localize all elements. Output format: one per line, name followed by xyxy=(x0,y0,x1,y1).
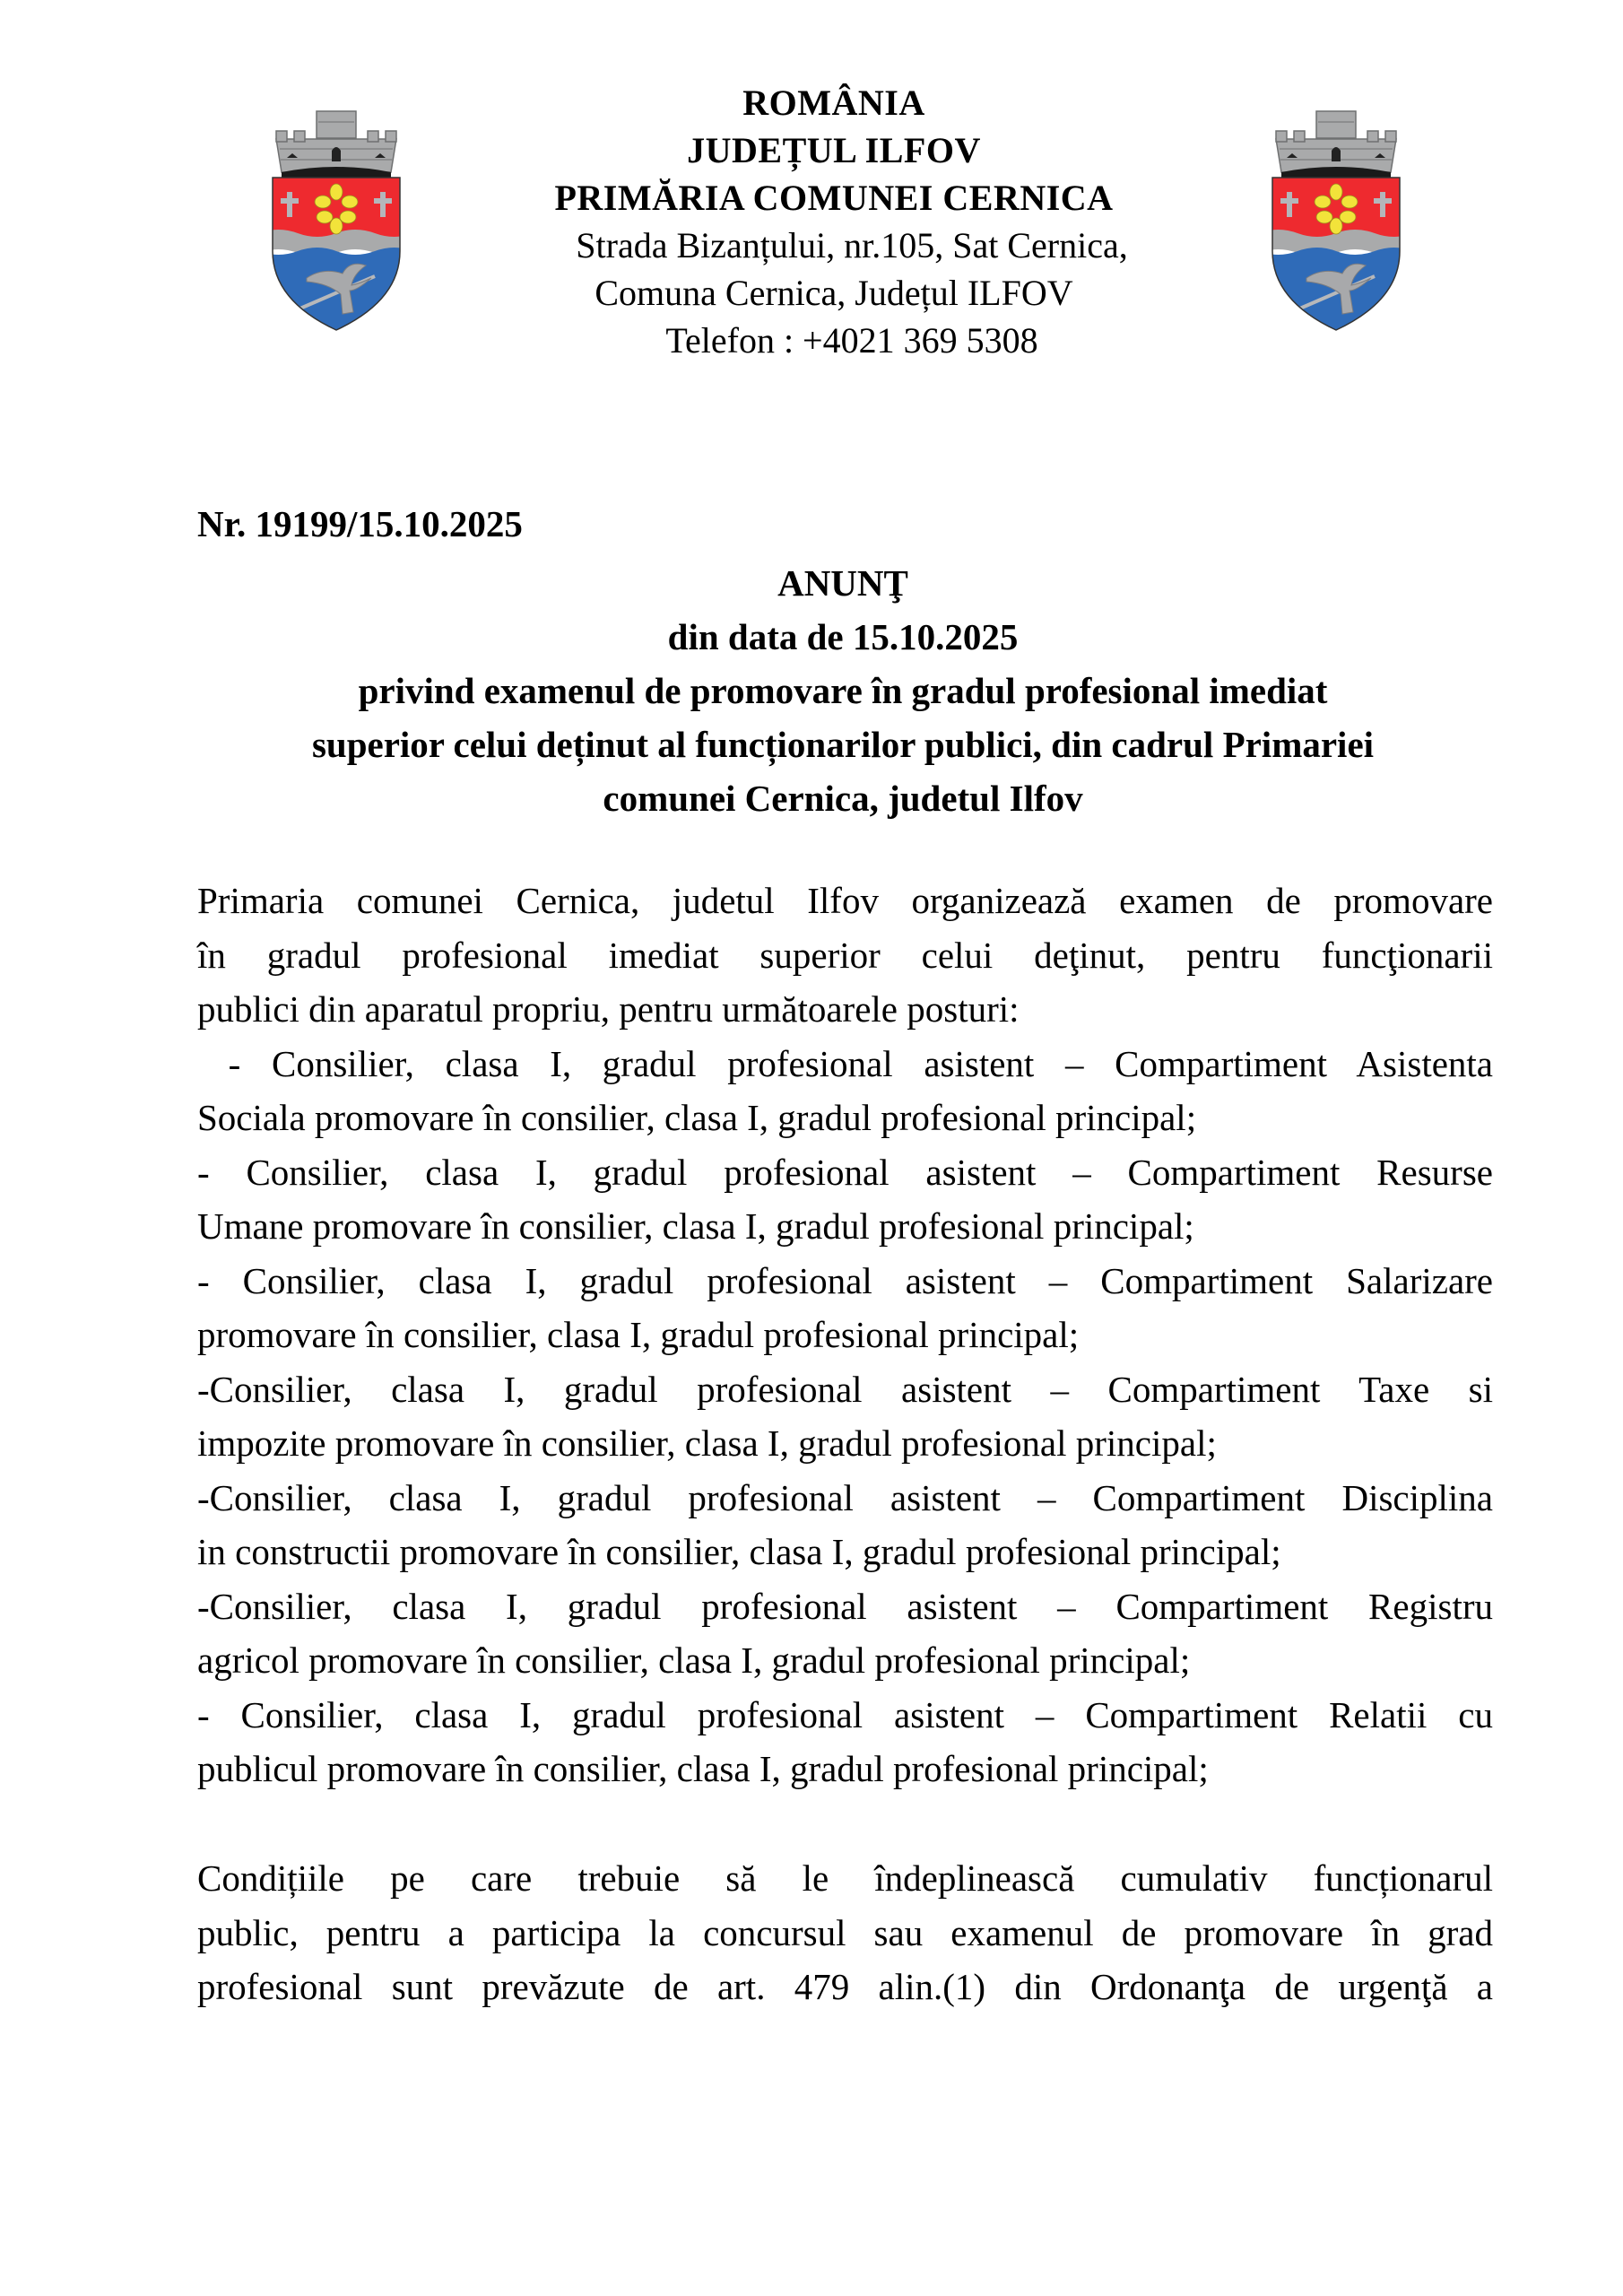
position-item xyxy=(197,1037,1493,1145)
positions-list xyxy=(197,1037,1493,1796)
address-line-2: Comuna Cernica, Județul ILFOV xyxy=(595,273,1073,313)
position-line: - Consilier, clasa I, gradul profesional asistent – Compartiment Salarizare xyxy=(197,1259,1493,1301)
position-line: -Consilier, clasa I, gradul profesional asistent – Compartiment Registru xyxy=(197,1585,1493,1627)
position-item xyxy=(197,1362,1493,1471)
conditions-section xyxy=(197,1851,1493,2014)
announcement-subject-line: privind examenul de promovare în gradul profesional imediat xyxy=(358,670,1328,711)
position-item xyxy=(197,1254,1493,1362)
intro-section xyxy=(197,874,1493,1796)
coat-of-arms-icon xyxy=(260,99,412,341)
position-line: agricol promovare în consilier, clasa I, gradul profesional principal; xyxy=(197,1639,1191,1681)
address-line-1: Strada Bizanțului, nr.105, Sat Cernica, xyxy=(576,225,1128,265)
position-line: - Consilier, clasa I, gradul profesional asistent – Compartiment Resurse xyxy=(197,1151,1493,1193)
coat-of-arms-icon xyxy=(1260,99,1412,341)
position-item xyxy=(197,1688,1493,1796)
conditions-line: profesional sunt prevăzute de art. 479 alin.(1) din Ordonanţa de urgenţă a xyxy=(197,1966,1493,2007)
position-line: publicul promovare în consilier, clasa I, gradul profesional principal; xyxy=(197,1748,1209,1789)
position-line: impozite promovare în consilier, clasa I, gradul profesional principal; xyxy=(197,1422,1217,1464)
announcement-date: din data de 15.10.2025 xyxy=(667,616,1019,657)
position-line: in constructii promovare în consilier, clasa I, gradul profesional principal; xyxy=(197,1531,1281,1572)
announcement-subject-line: comunei Cernica, judetul Ilfov xyxy=(603,778,1083,819)
position-line: Sociala promovare în consilier, clasa I, gradul profesional principal; xyxy=(197,1097,1197,1138)
conditions-line: public, pentru a participa la concursul sau examenul de promovare în grad xyxy=(197,1911,1493,1953)
position-item xyxy=(197,1579,1493,1688)
announcement-subject-line: superior celui deținut al funcționarilor publici, din cadrul Primariei xyxy=(311,724,1375,765)
position-line: Umane promovare în consilier, clasa I, gradul profesional principal; xyxy=(197,1205,1194,1247)
document-number: Nr. 19199/15.10.2025 xyxy=(197,503,523,544)
position-line: -Consilier, clasa I, gradul profesional asistent – Compartiment Disciplina xyxy=(197,1476,1493,1518)
institution-name: PRIMĂRIA COMUNEI CERNICA xyxy=(554,178,1114,218)
letterhead xyxy=(502,79,1166,364)
coat-of-arms-left-icon xyxy=(260,99,412,341)
intro-line: publici din aparatul propriu, pentru următoarele posturi: xyxy=(197,988,1020,1030)
phone-number: Telefon : +4021 369 5308 xyxy=(665,320,1038,361)
position-item xyxy=(197,1471,1493,1579)
position-item xyxy=(197,1145,1493,1254)
county-name: JUDEȚUL ILFOV xyxy=(687,130,981,170)
announcement-title: ANUNŢ xyxy=(777,562,908,604)
coat-of-arms-right-icon xyxy=(1260,99,1412,341)
country-name: ROMÂNIA xyxy=(742,83,925,123)
intro-line: în gradul profesional imediat superior celui deţinut, pentru funcţionarii xyxy=(197,934,1493,976)
intro-line: Primaria comunei Cernica, judetul Ilfov organizează examen de promovare xyxy=(197,880,1493,921)
position-line: -Consilier, clasa I, gradul profesional asistent – Compartiment Taxe si xyxy=(197,1368,1493,1410)
position-line: - Consilier, clasa I, gradul profesional asistent – Compartiment Relatii cu xyxy=(197,1693,1493,1735)
conditions-line: Condițiile pe care trebuie să le îndeplinească cumulativ funcționarul xyxy=(197,1857,1493,1899)
position-line: - Consilier, clasa I, gradul profesional asistent – Compartiment Asistenta xyxy=(197,1042,1493,1084)
position-line: promovare în consilier, clasa I, gradul profesional principal; xyxy=(197,1314,1080,1355)
announcement-title-block xyxy=(197,556,1488,825)
